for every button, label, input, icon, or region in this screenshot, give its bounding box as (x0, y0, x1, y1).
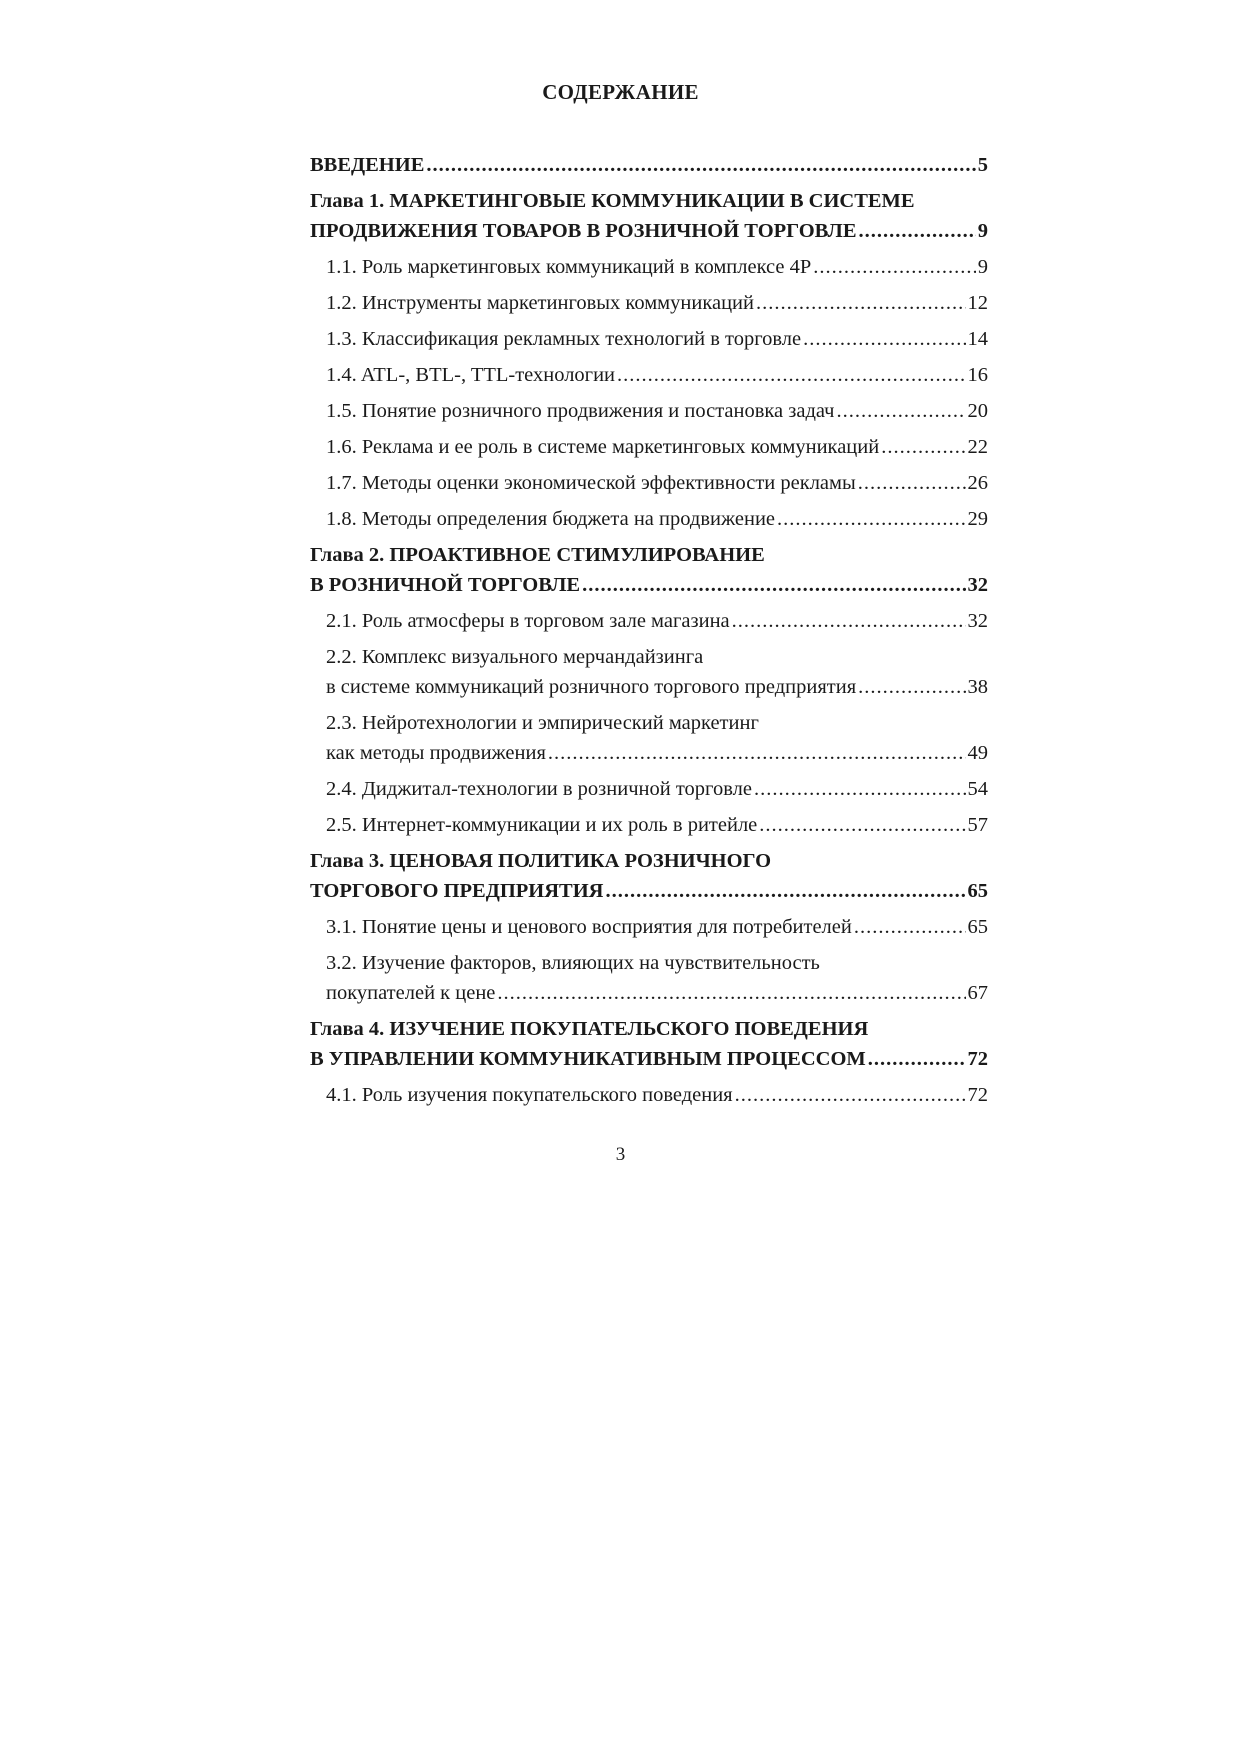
toc-section-entry[interactable] (310, 948, 988, 1008)
toc-section-entry[interactable] (310, 1080, 988, 1110)
toc-entry-page: 49 (967, 742, 988, 764)
toc-entry-page: 38 (967, 676, 988, 698)
dot-leader (582, 570, 965, 600)
toc-entry-title: как методы продвижения (326, 742, 546, 764)
toc-entry-title: 1.6. Реклама и ее роль в системе маркетинговых коммуникаций (326, 436, 880, 458)
toc-section-entry[interactable] (310, 606, 988, 636)
toc-section-entry[interactable] (310, 708, 988, 768)
toc-entry-title: 2.5. Интернет-коммуникации и их роль в ритейле (326, 814, 758, 836)
dot-leader (732, 606, 966, 636)
toc-entry-title: 1.2. Инструменты маркетинговых коммуникаций (326, 292, 754, 314)
toc-entry-page: 65 (967, 880, 988, 902)
toc-entry-title: 2.1. Роль атмосферы в торговом зале магазина (326, 610, 730, 632)
toc-entry-page: 72 (967, 1084, 988, 1106)
toc-entry-title-line: Глава 3. ЦЕНОВАЯ ПОЛИТИКА РОЗНИЧНОГО (310, 850, 772, 872)
toc-entry-title-line: Глава 2. ПРОАКТИВНОЕ СТИМУЛИРОВАНИЕ (310, 544, 765, 566)
toc-section-entry[interactable] (310, 396, 988, 426)
dot-leader (759, 810, 965, 840)
dot-leader (881, 432, 965, 462)
toc-entry-title: 1.4. ATL-, BTL-, TTL-технологии (326, 364, 616, 386)
dot-leader (754, 774, 966, 804)
toc-entry-page: 54 (967, 778, 988, 800)
toc-section-entry[interactable] (310, 468, 988, 498)
toc-entry-title: В РОЗНИЧНОЙ ТОРГОВЛЕ (310, 574, 581, 596)
toc-chapter-entry[interactable] (310, 540, 988, 600)
toc-entry-page: 22 (967, 436, 988, 458)
toc-entry-page: 29 (967, 508, 988, 530)
toc-entry-page: 26 (967, 472, 988, 494)
toc-entry-title-line: 2.2. Комплекс визуального мерчандайзинга (326, 646, 704, 668)
dot-leader (777, 504, 965, 534)
dot-leader (605, 876, 965, 906)
toc-entry-title-line: 3.2. Изучение факторов, влияющих на чувствительность (326, 952, 820, 974)
toc-entry-page: 9 (977, 220, 988, 242)
toc-entry-page: 16 (967, 364, 988, 386)
toc-entry-title: 1.3. Классификация рекламных технологий в торговле (326, 328, 802, 350)
toc-entry-title: покупателей к цене (326, 982, 496, 1004)
toc-entry-title: 1.1. Роль маркетинговых коммуникаций в комплексе 4P (326, 256, 812, 278)
dot-leader (735, 1080, 966, 1110)
toc-entry-title: 4.1. Роль изучения покупательского поведения (326, 1084, 733, 1106)
toc-entry-page: 72 (967, 1048, 988, 1070)
dot-leader (548, 738, 966, 768)
toc-section-entry[interactable] (310, 324, 988, 354)
toc-entry-title: 1.7. Методы оценки экономической эффективности рекламы (326, 472, 856, 494)
toc-entry-page: 20 (967, 400, 988, 422)
page-title: СОДЕРЖАНИЕ (542, 80, 699, 104)
dot-leader (837, 396, 966, 426)
toc-entry-page: 5 (977, 154, 988, 176)
toc-entry-title: ПРОДВИЖЕНИЯ ТОВАРОВ В РОЗНИЧНОЙ ТОРГОВЛЕ (310, 220, 857, 242)
toc-chapter-entry[interactable] (310, 1014, 988, 1074)
toc-section-entry[interactable] (310, 252, 988, 282)
toc-entry-title: ТОРГОВОГО ПРЕДПРИЯТИЯ (310, 880, 604, 902)
toc-entry-title-line: 2.3. Нейротехнологии и эмпирический маркетинг (326, 712, 759, 734)
toc-section-entry[interactable] (310, 774, 988, 804)
toc-entry-page: 32 (967, 574, 988, 596)
toc-entry-title-line: Глава 4. ИЗУЧЕНИЕ ПОКУПАТЕЛЬСКОГО ПОВЕДЕНИЯ (310, 1018, 869, 1040)
toc-chapter-entry[interactable] (310, 150, 988, 180)
toc-section-entry[interactable] (310, 504, 988, 534)
page-number: 3 (615, 1144, 626, 1165)
dot-leader (756, 288, 966, 318)
toc-entry-title: 1.8. Методы определения бюджета на продвижение (326, 508, 776, 530)
toc-entry-title: 2.4. Диджитал-технологии в розничной торговле (326, 778, 752, 800)
toc-chapter-entry[interactable] (310, 846, 988, 906)
toc-entry-page: 9 (977, 256, 988, 278)
toc-entry-title: в системе коммуникаций розничного торгового предприятия (326, 676, 857, 698)
dot-leader (854, 912, 966, 942)
toc-entry-title: 3.1. Понятие цены и ценового восприятия для потребителей (326, 916, 852, 938)
toc-entry-title: ВВЕДЕНИЕ (310, 154, 425, 176)
toc-section-entry[interactable] (310, 912, 988, 942)
toc-chapter-entry[interactable] (310, 186, 988, 246)
toc-section-entry[interactable] (310, 810, 988, 840)
toc-entry-title: В УПРАВЛЕНИИ КОММУНИКАТИВНЫМ ПРОЦЕССОМ (310, 1048, 866, 1070)
toc-entry-page: 14 (967, 328, 988, 350)
toc-entry-title: 1.5. Понятие розничного продвижения и постановка задач (326, 400, 835, 422)
toc-entry-page: 12 (967, 292, 988, 314)
dot-leader (426, 150, 975, 180)
toc-entry-title-line: Глава 1. МАРКЕТИНГОВЫЕ КОММУНИКАЦИИ В СИСТЕМЕ (310, 190, 915, 212)
toc-entry-page: 67 (967, 982, 988, 1004)
table-of-contents (310, 150, 988, 1116)
toc-entry-page: 32 (967, 610, 988, 632)
toc-section-entry[interactable] (310, 360, 988, 390)
toc-entry-page: 65 (967, 916, 988, 938)
dot-leader (617, 360, 965, 390)
toc-entry-page: 57 (967, 814, 988, 836)
dot-leader (813, 252, 975, 282)
dot-leader (859, 216, 976, 246)
toc-section-entry[interactable] (310, 432, 988, 462)
dot-leader (803, 324, 965, 354)
dot-leader (858, 468, 966, 498)
dot-leader (868, 1044, 966, 1074)
toc-section-entry[interactable] (310, 642, 988, 702)
dot-leader (497, 978, 965, 1008)
dot-leader (858, 672, 965, 702)
toc-section-entry[interactable] (310, 288, 988, 318)
